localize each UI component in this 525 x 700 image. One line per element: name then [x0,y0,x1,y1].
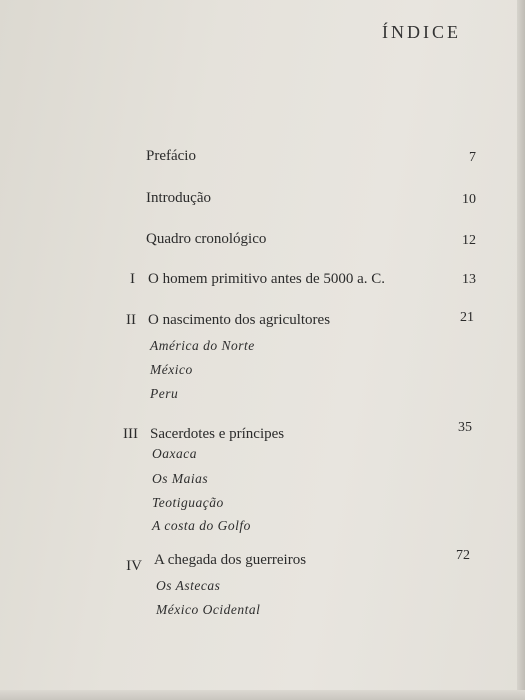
chapter-title: O nascimento dos agricultores [148,312,331,328]
chapter-page: 13 [462,272,476,287]
chapter-page: 21 [460,310,474,325]
chapter-title: O homem primitivo antes de 5000 a. C. [148,271,386,287]
chapter-numeral: I [130,271,135,287]
section-title: Os Astecas [156,578,221,593]
section-title: México Ocidental [156,602,261,617]
chapter-numeral: IV [126,558,142,574]
chapter-page: 72 [456,548,470,563]
chapter-title: A chegada dos guerreiros [154,552,307,568]
toc-entry-title: Quadro cronológico [146,231,267,247]
section-title: Oaxaca [152,446,197,461]
chapter-numeral: III [123,426,138,442]
toc-entry-title: Prefácio [146,148,196,164]
toc-entry-page: 12 [462,233,476,248]
chapter-page: 35 [458,420,472,435]
section-title: A costa do Golfo [152,518,251,533]
toc-entry-page: 7 [469,150,476,165]
page-title: ÍNDICE [382,22,461,42]
chapter-title: Sacerdotes e príncipes [150,426,285,442]
toc-entry-title: Introdução [146,190,211,206]
section-title: América do Norte [150,338,255,353]
chapter-numeral: II [126,312,136,328]
section-title: Os Maias [152,471,209,486]
section-title: México [150,362,193,377]
section-title: Teotiguação [152,495,224,510]
section-title: Peru [150,386,179,401]
toc-entry-page: 10 [462,192,476,207]
